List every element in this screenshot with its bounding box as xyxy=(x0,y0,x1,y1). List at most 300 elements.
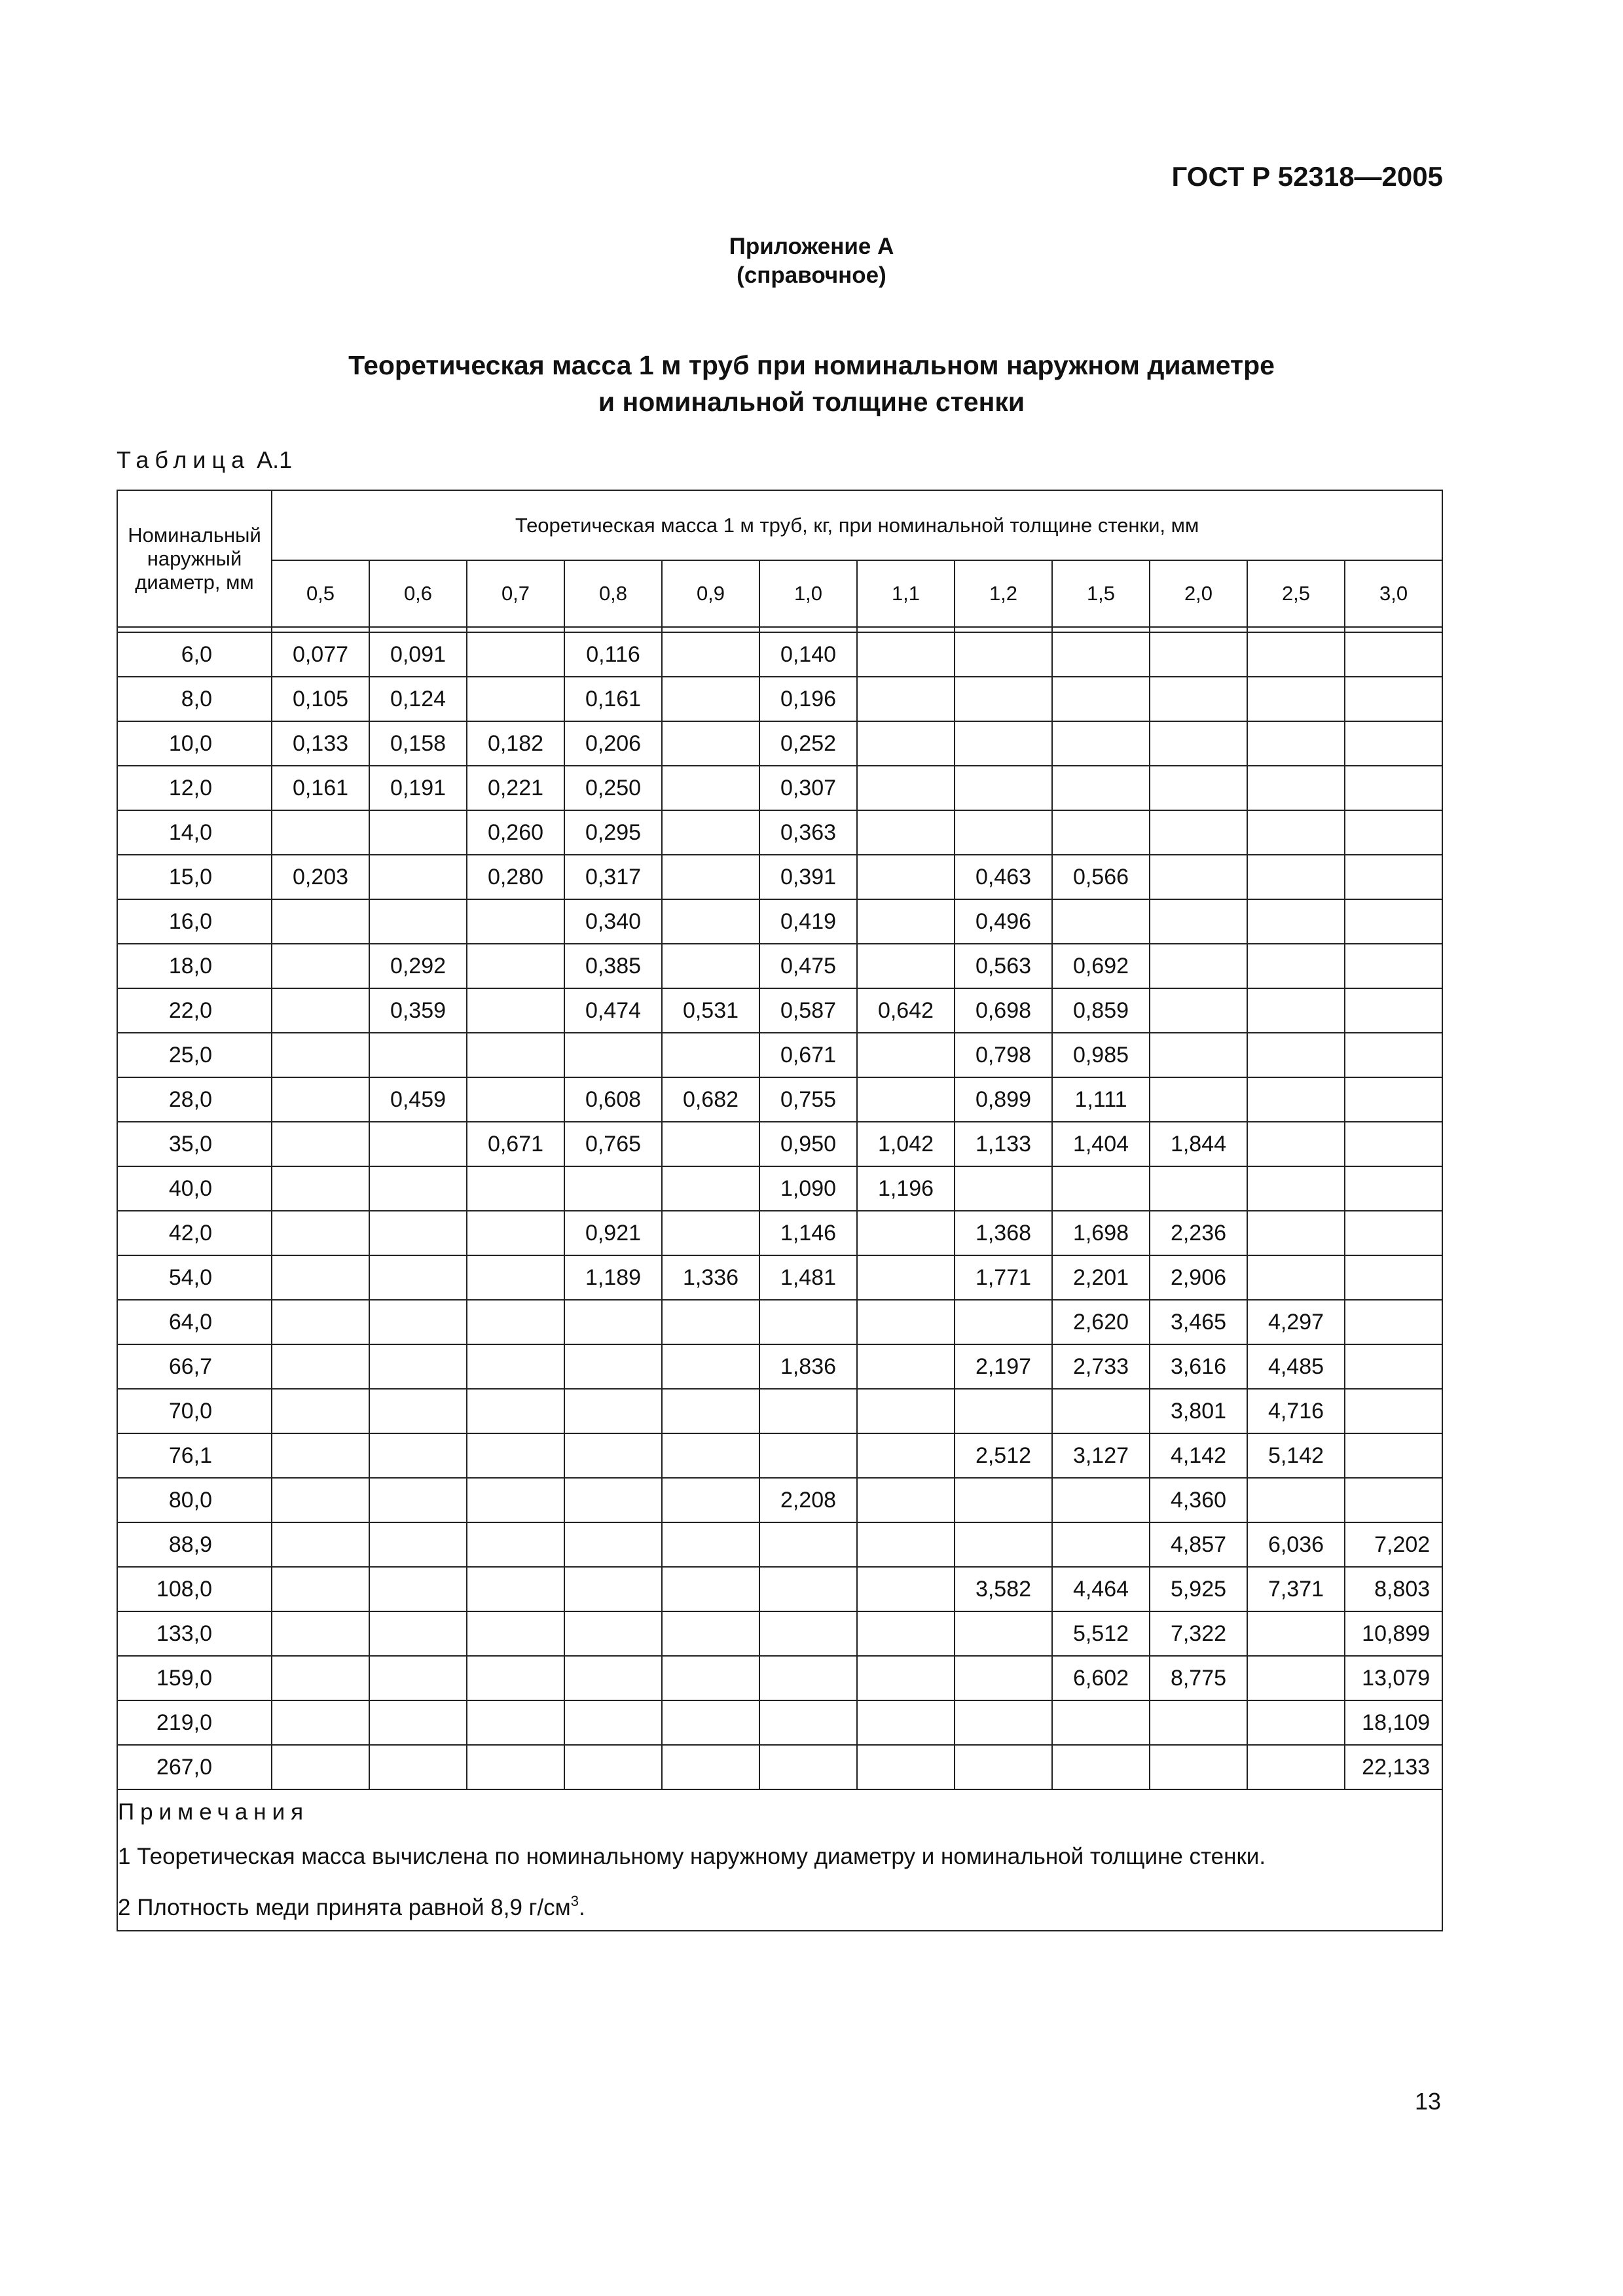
mass-cell xyxy=(1150,1745,1247,1789)
mass-cell: 2,236 xyxy=(1150,1211,1247,1255)
diameter-cell: 64,0 xyxy=(117,1300,272,1344)
mass-cell xyxy=(272,1745,369,1789)
mass-cell xyxy=(759,1700,857,1745)
mass-cell xyxy=(1247,1745,1345,1789)
mass-cell xyxy=(369,1255,467,1300)
mass-cell: 0,566 xyxy=(1052,855,1150,899)
mass-cell xyxy=(955,1522,1052,1567)
mass-cell xyxy=(857,810,955,855)
mass-cell: 0,391 xyxy=(759,855,857,899)
mass-cell: 1,771 xyxy=(955,1255,1052,1300)
separator-cell xyxy=(1247,627,1345,632)
mass-cell xyxy=(369,899,467,944)
diameter-cell: 8,0 xyxy=(117,677,272,721)
mass-cell xyxy=(1052,1522,1150,1567)
mass-cell: 3,465 xyxy=(1150,1300,1247,1344)
mass-cell xyxy=(857,1389,955,1433)
mass-cell xyxy=(1150,855,1247,899)
diameter-cell: 80,0 xyxy=(117,1478,272,1522)
mass-cell: 4,485 xyxy=(1247,1344,1345,1389)
mass-cell xyxy=(955,721,1052,766)
mass-cell xyxy=(369,855,467,899)
mass-header: Теоретическая масса 1 м труб, кг, при номинальной толщине стенки, мм xyxy=(272,490,1442,560)
notes-heading: Примечания xyxy=(118,1799,310,1825)
mass-cell: 0,682 xyxy=(662,1077,759,1122)
mass-cell xyxy=(662,899,759,944)
table-row xyxy=(117,1700,1442,1745)
mass-cell xyxy=(467,1344,564,1389)
mass-cell xyxy=(1150,1033,1247,1077)
mass-cell xyxy=(272,1300,369,1344)
table-label-word: Таблица xyxy=(117,446,251,473)
table-row xyxy=(117,1611,1442,1656)
mass-cell xyxy=(662,677,759,721)
mass-cell xyxy=(1150,632,1247,677)
mass-cell xyxy=(1150,1166,1247,1211)
mass-cell xyxy=(1150,944,1247,988)
mass-cell xyxy=(662,810,759,855)
table-row xyxy=(117,1344,1442,1389)
mass-cell: 0,140 xyxy=(759,632,857,677)
mass-cell xyxy=(857,1300,955,1344)
mass-cell xyxy=(662,1611,759,1656)
mass-cell xyxy=(1052,1389,1150,1433)
mass-cell xyxy=(662,1522,759,1567)
mass-cell xyxy=(1345,766,1442,810)
separator-cell xyxy=(564,627,662,632)
mass-cell xyxy=(272,1255,369,1300)
mass-cell xyxy=(662,1700,759,1745)
mass-cell: 0,203 xyxy=(272,855,369,899)
standard-designation: ГОСТ Р 52318—2005 xyxy=(1171,161,1443,192)
mass-cell xyxy=(1345,1122,1442,1166)
mass-cell: 6,602 xyxy=(1052,1656,1150,1700)
mass-cell xyxy=(369,1611,467,1656)
table-row xyxy=(117,1745,1442,1789)
mass-cell xyxy=(857,1255,955,1300)
mass-cell xyxy=(272,944,369,988)
mass-cell xyxy=(1247,855,1345,899)
mass-cell xyxy=(955,1611,1052,1656)
mass-cell xyxy=(662,1433,759,1478)
note-1: 1 Теоретическая масса вычислена по номинальному наружному диаметру и номинальной толщине стенки. xyxy=(118,1844,1266,1869)
mass-cell xyxy=(857,1700,955,1745)
diameter-cell: 70,0 xyxy=(117,1389,272,1433)
mass-cell xyxy=(1150,677,1247,721)
thickness-header: 0,8 xyxy=(564,560,662,627)
mass-cell xyxy=(1052,632,1150,677)
mass-cell xyxy=(955,1166,1052,1211)
mass-cell: 0,280 xyxy=(467,855,564,899)
thickness-header: 3,0 xyxy=(1345,560,1442,627)
mass-cell xyxy=(369,1700,467,1745)
mass-cell xyxy=(564,1656,662,1700)
mass-cell xyxy=(662,632,759,677)
mass-cell xyxy=(272,899,369,944)
table-row xyxy=(117,944,1442,988)
diameter-cell: 133,0 xyxy=(117,1611,272,1656)
mass-cell xyxy=(857,1478,955,1522)
mass-cell xyxy=(1247,766,1345,810)
table-row xyxy=(117,766,1442,810)
mass-cell xyxy=(662,721,759,766)
mass-cell: 4,297 xyxy=(1247,1300,1345,1344)
annex-type: (справочное) xyxy=(737,262,886,288)
mass-cell xyxy=(662,766,759,810)
mass-cell: 2,197 xyxy=(955,1344,1052,1389)
mass-cell: 0,158 xyxy=(369,721,467,766)
mass-cell: 1,146 xyxy=(759,1211,857,1255)
mass-cell xyxy=(272,1166,369,1211)
mass-cell xyxy=(1345,1255,1442,1300)
mass-cell xyxy=(564,1700,662,1745)
mass-cell xyxy=(1345,677,1442,721)
mass-cell xyxy=(1345,1433,1442,1478)
mass-cell xyxy=(467,1567,564,1611)
mass-cell: 3,582 xyxy=(955,1567,1052,1611)
mass-cell xyxy=(759,1300,857,1344)
diameter-cell: 54,0 xyxy=(117,1255,272,1300)
diameter-cell: 15,0 xyxy=(117,855,272,899)
mass-cell: 2,208 xyxy=(759,1478,857,1522)
diameter-cell: 25,0 xyxy=(117,1033,272,1077)
mass-cell xyxy=(1345,944,1442,988)
mass-cell xyxy=(467,1433,564,1478)
mass-cell xyxy=(272,1033,369,1077)
note-2-superscript: 3 xyxy=(570,1893,579,1909)
mass-cell xyxy=(759,1522,857,1567)
mass-cell xyxy=(955,1745,1052,1789)
mass-cell: 0,077 xyxy=(272,632,369,677)
mass-cell: 0,985 xyxy=(1052,1033,1150,1077)
thickness-header-row xyxy=(117,560,1442,627)
diameter-cell: 14,0 xyxy=(117,810,272,855)
mass-cell xyxy=(467,1255,564,1300)
mass-cell: 0,698 xyxy=(955,988,1052,1033)
mass-cell xyxy=(857,1433,955,1478)
mass-cell xyxy=(467,1166,564,1211)
mass-cell xyxy=(272,1077,369,1122)
mass-cell xyxy=(467,1700,564,1745)
mass-cell xyxy=(955,677,1052,721)
mass-cell: 1,196 xyxy=(857,1166,955,1211)
mass-cell: 1,042 xyxy=(857,1122,955,1166)
separator-cell xyxy=(759,627,857,632)
mass-cell: 5,925 xyxy=(1150,1567,1247,1611)
mass-cell xyxy=(272,1122,369,1166)
mass-cell: 0,105 xyxy=(272,677,369,721)
mass-cell xyxy=(857,677,955,721)
mass-cell xyxy=(662,1389,759,1433)
mass-cell xyxy=(564,1433,662,1478)
mass-cell xyxy=(1345,1033,1442,1077)
diameter-cell: 159,0 xyxy=(117,1656,272,1700)
mass-cell xyxy=(662,1656,759,1700)
separator-cell xyxy=(857,627,955,632)
mass-cell xyxy=(467,1077,564,1122)
mass-cell: 0,587 xyxy=(759,988,857,1033)
table-row xyxy=(117,677,1442,721)
mass-cell xyxy=(759,1433,857,1478)
mass-cell xyxy=(662,1211,759,1255)
mass-cell xyxy=(467,1033,564,1077)
thickness-header: 1,2 xyxy=(955,560,1052,627)
mass-cell xyxy=(272,1522,369,1567)
diameter-cell: 76,1 xyxy=(117,1433,272,1478)
mass-cell xyxy=(857,1745,955,1789)
mass-cell xyxy=(955,810,1052,855)
mass-cell xyxy=(369,1033,467,1077)
mass-cell: 5,142 xyxy=(1247,1433,1345,1478)
thickness-header: 2,5 xyxy=(1247,560,1345,627)
mass-cell: 0,531 xyxy=(662,988,759,1033)
mass-cell xyxy=(369,1122,467,1166)
mass-cell xyxy=(564,1522,662,1567)
document-title xyxy=(0,347,1623,420)
separator-cell xyxy=(662,627,759,632)
thickness-header: 1,1 xyxy=(857,560,955,627)
mass-cell xyxy=(1247,1656,1345,1700)
mass-cell: 2,733 xyxy=(1052,1344,1150,1389)
mass-cell xyxy=(1150,988,1247,1033)
mass-cell xyxy=(1345,988,1442,1033)
table-row xyxy=(117,1567,1442,1611)
diameter-cell: 66,7 xyxy=(117,1344,272,1389)
mass-cell xyxy=(662,1567,759,1611)
mass-cell xyxy=(564,1611,662,1656)
mass-cell: 0,260 xyxy=(467,810,564,855)
mass-cell xyxy=(857,1077,955,1122)
mass-cell xyxy=(272,1389,369,1433)
mass-cell xyxy=(564,1745,662,1789)
thickness-header: 0,5 xyxy=(272,560,369,627)
mass-cell xyxy=(662,1166,759,1211)
separator-cell xyxy=(1150,627,1247,632)
table-row xyxy=(117,1166,1442,1211)
mass-cell: 0,307 xyxy=(759,766,857,810)
table-row xyxy=(117,632,1442,677)
mass-cell xyxy=(759,1656,857,1700)
mass-cell: 0,765 xyxy=(564,1122,662,1166)
mass-cell xyxy=(857,1033,955,1077)
mass-cell xyxy=(1150,766,1247,810)
mass-cell xyxy=(857,1211,955,1255)
table-row xyxy=(117,899,1442,944)
mass-cell: 2,620 xyxy=(1052,1300,1150,1344)
mass-cell: 3,127 xyxy=(1052,1433,1150,1478)
mass-table xyxy=(117,490,1443,1931)
mass-cell: 0,363 xyxy=(759,810,857,855)
mass-cell xyxy=(759,1389,857,1433)
mass-cell xyxy=(564,1567,662,1611)
mass-cell: 8,803 xyxy=(1345,1567,1442,1611)
mass-cell: 0,671 xyxy=(759,1033,857,1077)
mass-cell xyxy=(857,1567,955,1611)
mass-cell: 4,857 xyxy=(1150,1522,1247,1567)
table-row xyxy=(117,1033,1442,1077)
mass-cell: 0,161 xyxy=(272,766,369,810)
separator-cell xyxy=(117,627,272,632)
mass-cell: 0,692 xyxy=(1052,944,1150,988)
mass-cell xyxy=(955,1656,1052,1700)
mass-cell xyxy=(857,1344,955,1389)
mass-cell xyxy=(1345,1300,1442,1344)
mass-cell xyxy=(662,1745,759,1789)
mass-cell: 0,459 xyxy=(369,1077,467,1122)
mass-cell xyxy=(662,1344,759,1389)
mass-cell xyxy=(1345,1389,1442,1433)
mass-cell: 0,196 xyxy=(759,677,857,721)
mass-cell xyxy=(369,810,467,855)
mass-cell xyxy=(467,1389,564,1433)
mass-cell xyxy=(1345,810,1442,855)
table-row xyxy=(117,1300,1442,1344)
mass-cell: 0,755 xyxy=(759,1077,857,1122)
table-row xyxy=(117,1478,1442,1522)
mass-cell xyxy=(467,899,564,944)
mass-cell xyxy=(467,632,564,677)
mass-cell: 1,404 xyxy=(1052,1122,1150,1166)
mass-cell xyxy=(1052,766,1150,810)
mass-cell: 0,250 xyxy=(564,766,662,810)
mass-cell xyxy=(1345,1344,1442,1389)
mass-cell: 7,322 xyxy=(1150,1611,1247,1656)
diameter-cell: 42,0 xyxy=(117,1211,272,1255)
mass-cell: 4,716 xyxy=(1247,1389,1345,1433)
mass-cell: 0,317 xyxy=(564,855,662,899)
mass-cell xyxy=(1052,677,1150,721)
mass-cell xyxy=(1247,1700,1345,1745)
mass-cell: 0,463 xyxy=(955,855,1052,899)
mass-cell: 0,295 xyxy=(564,810,662,855)
mass-cell: 0,642 xyxy=(857,988,955,1033)
mass-cell xyxy=(857,944,955,988)
mass-cell xyxy=(857,632,955,677)
mass-cell xyxy=(1052,721,1150,766)
mass-cell: 4,142 xyxy=(1150,1433,1247,1478)
mass-cell xyxy=(1247,988,1345,1033)
separator-cell xyxy=(1052,627,1150,632)
mass-cell xyxy=(369,1478,467,1522)
mass-cell: 1,189 xyxy=(564,1255,662,1300)
mass-cell xyxy=(369,1567,467,1611)
mass-cell xyxy=(1150,721,1247,766)
mass-cell xyxy=(272,1433,369,1478)
mass-cell xyxy=(272,1700,369,1745)
mass-cell xyxy=(1052,1166,1150,1211)
mass-cell: 1,336 xyxy=(662,1255,759,1300)
mass-cell xyxy=(467,1478,564,1522)
mass-cell: 18,109 xyxy=(1345,1700,1442,1745)
mass-cell xyxy=(272,1567,369,1611)
diameter-cell: 16,0 xyxy=(117,899,272,944)
mass-cell: 4,360 xyxy=(1150,1478,1247,1522)
mass-cell xyxy=(1247,1077,1345,1122)
mass-cell xyxy=(1345,855,1442,899)
mass-cell xyxy=(1345,899,1442,944)
mass-cell xyxy=(467,1656,564,1700)
mass-cell xyxy=(1247,1478,1345,1522)
mass-cell: 0,252 xyxy=(759,721,857,766)
mass-cell xyxy=(272,1611,369,1656)
table-row xyxy=(117,988,1442,1033)
table-row xyxy=(117,1122,1442,1166)
table-label xyxy=(117,446,292,474)
mass-cell xyxy=(1247,1033,1345,1077)
mass-cell xyxy=(1345,721,1442,766)
table-row xyxy=(117,1255,1442,1300)
note-2 xyxy=(118,1879,1442,1930)
mass-cell: 13,079 xyxy=(1345,1656,1442,1700)
mass-cell xyxy=(272,1211,369,1255)
mass-cell: 0,221 xyxy=(467,766,564,810)
mass-cell: 0,419 xyxy=(759,899,857,944)
notes-cell xyxy=(117,1789,1442,1931)
mass-cell xyxy=(1052,1478,1150,1522)
mass-cell: 6,036 xyxy=(1247,1522,1345,1567)
mass-cell: 0,292 xyxy=(369,944,467,988)
mass-cell: 8,775 xyxy=(1150,1656,1247,1700)
mass-cell xyxy=(662,944,759,988)
mass-cell: 2,906 xyxy=(1150,1255,1247,1300)
mass-cell xyxy=(1247,1255,1345,1300)
mass-cell xyxy=(467,677,564,721)
mass-cell xyxy=(857,1656,955,1700)
diameter-cell: 18,0 xyxy=(117,944,272,988)
mass-cell: 0,608 xyxy=(564,1077,662,1122)
mass-cell xyxy=(1247,944,1345,988)
mass-cell xyxy=(564,1344,662,1389)
mass-cell xyxy=(857,855,955,899)
mass-cell xyxy=(369,1433,467,1478)
mass-cell xyxy=(955,632,1052,677)
mass-cell xyxy=(1247,1211,1345,1255)
mass-cell xyxy=(1247,677,1345,721)
mass-cell xyxy=(662,1033,759,1077)
mass-cell: 4,464 xyxy=(1052,1567,1150,1611)
mass-cell: 0,385 xyxy=(564,944,662,988)
diameter-cell: 6,0 xyxy=(117,632,272,677)
mass-cell: 0,359 xyxy=(369,988,467,1033)
mass-cell xyxy=(467,1300,564,1344)
mass-cell xyxy=(857,1522,955,1567)
mass-cell xyxy=(662,855,759,899)
diameter-cell: 35,0 xyxy=(117,1122,272,1166)
mass-cell xyxy=(1150,1077,1247,1122)
mass-cell xyxy=(1150,1700,1247,1745)
table-row xyxy=(117,1389,1442,1433)
mass-cell xyxy=(857,721,955,766)
mass-cell xyxy=(955,1389,1052,1433)
mass-cell xyxy=(369,1522,467,1567)
mass-cell: 1,836 xyxy=(759,1344,857,1389)
mass-cell xyxy=(1345,1166,1442,1211)
mass-cell xyxy=(369,1344,467,1389)
table-row xyxy=(117,810,1442,855)
table-label-number: А.1 xyxy=(257,446,293,473)
diameter-cell: 108,0 xyxy=(117,1567,272,1611)
note-2-end: . xyxy=(578,1895,585,1920)
table-row xyxy=(117,855,1442,899)
table-row xyxy=(117,721,1442,766)
mass-cell xyxy=(759,1567,857,1611)
annex-heading xyxy=(0,232,1623,290)
thickness-header: 1,5 xyxy=(1052,560,1150,627)
mass-cell xyxy=(1052,1700,1150,1745)
mass-cell xyxy=(564,1166,662,1211)
mass-cell xyxy=(467,1611,564,1656)
mass-cell: 10,899 xyxy=(1345,1611,1442,1656)
